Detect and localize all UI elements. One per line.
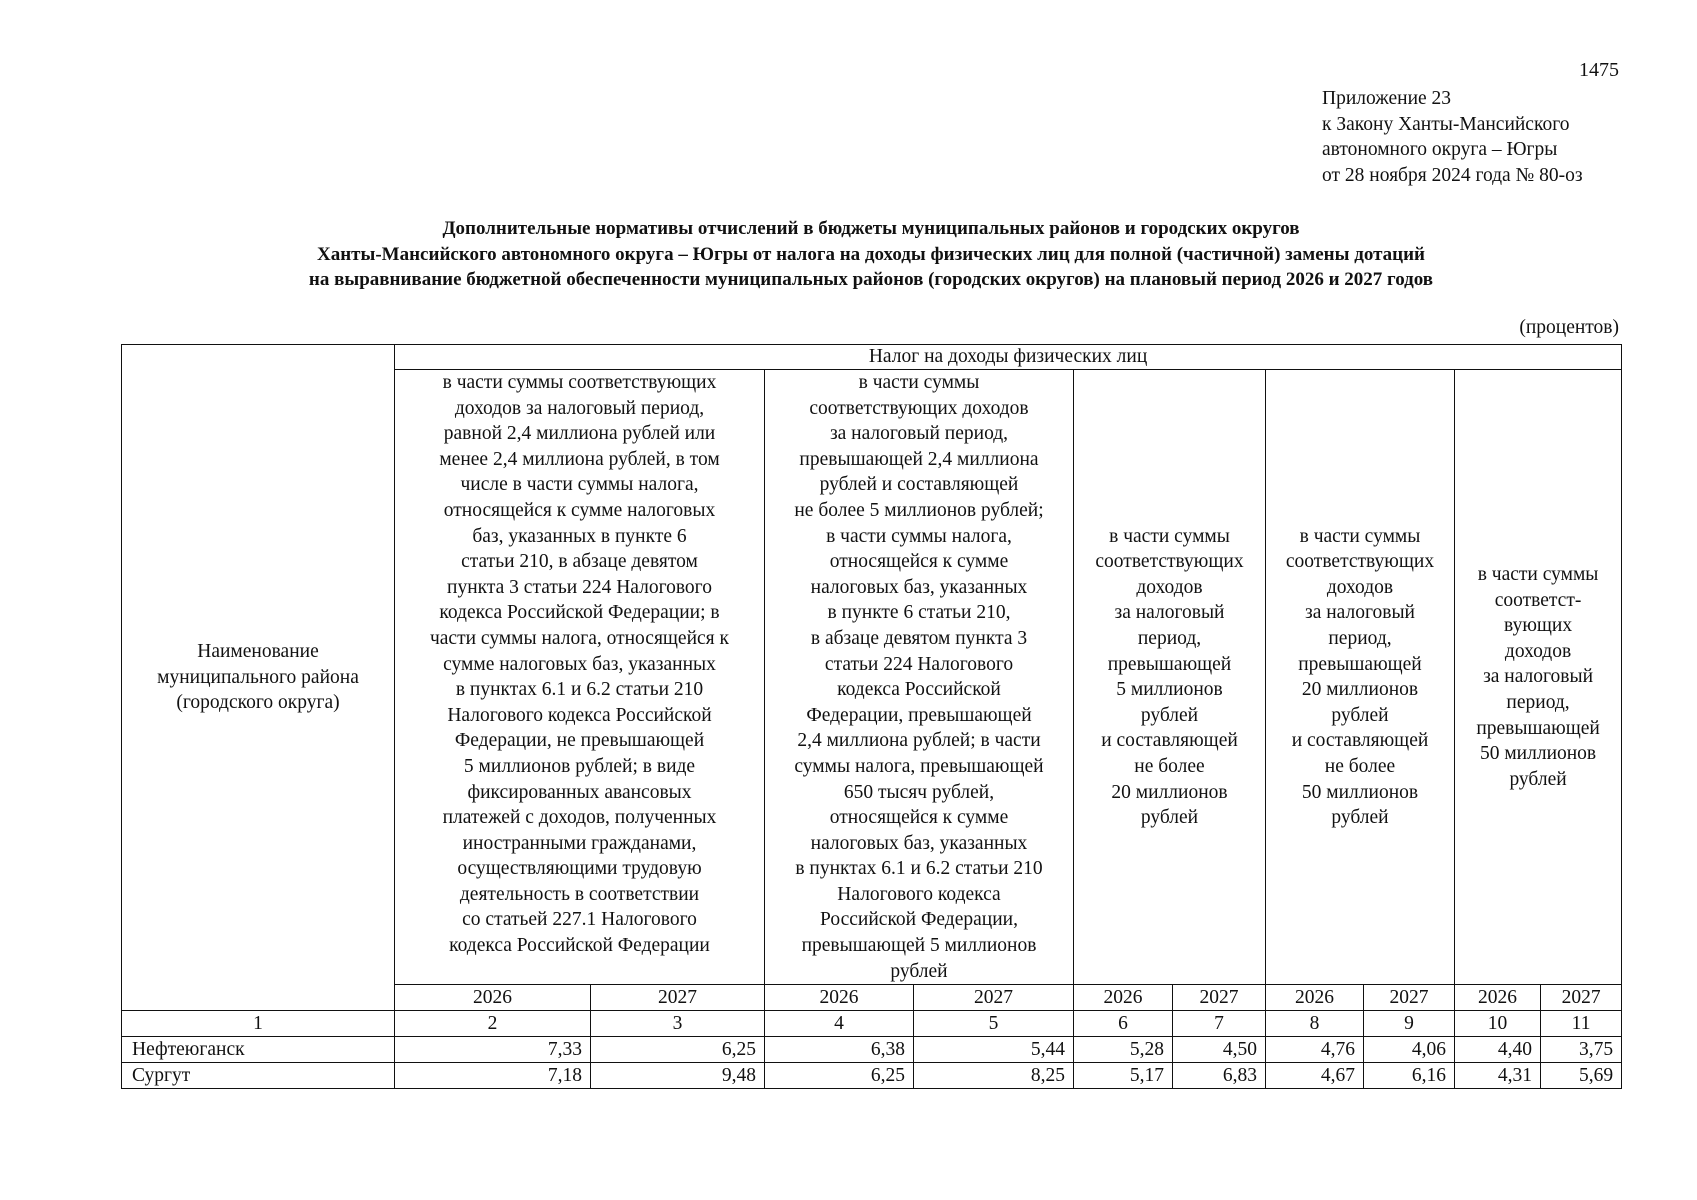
appendix-line: автономного округа – Югры [1322, 139, 1558, 160]
value-cell: 5,17 [1074, 1063, 1173, 1089]
header-line: менее 2,4 миллиона рублей, в том [439, 448, 720, 470]
header-line: не более [1324, 755, 1396, 777]
header-line: пункта 3 статьи 224 Налогового [447, 576, 712, 598]
column-header-5 [1455, 370, 1622, 985]
value-cell: 4,67 [1266, 1063, 1364, 1089]
header-line: доходов [1136, 576, 1203, 598]
year-cell: 2027 [914, 985, 1074, 1011]
header-line: в части суммы соответствующих [442, 372, 717, 393]
header-line: 5 миллионов [1116, 679, 1223, 701]
title-line: на выравнивание бюджетной обеспеченности муниципальных районов (городских округов) на плановый период 2026 и 2027 годов [308, 269, 1434, 290]
header-line: в части суммы [1299, 525, 1421, 547]
title-line: Ханты-Мансийского автономного округа – Югры от налога на доходы физических лиц для полной (частичной) замены дотаций [317, 243, 1425, 265]
value-cell: 7,18 [395, 1063, 591, 1089]
header-line: не более 5 миллионов рублей; [794, 499, 1044, 521]
header-line: в пунктах 6.1 и 6.2 статьи 210 [795, 858, 1043, 880]
header-line: Федерации, не превышающей [454, 730, 705, 752]
municipality-name: Сургут [122, 1063, 395, 1089]
header-line: доходов за налоговый период, [454, 397, 705, 419]
header-line: иностранными гражданами, [462, 832, 697, 854]
value-cell: 6,25 [591, 1037, 765, 1063]
header-line: относящейся к сумме [829, 551, 1009, 573]
header-line: в пунктах 6.1 и 6.2 статьи 210 [455, 679, 704, 701]
header-line: осуществляющими трудовую [457, 858, 702, 880]
header-line: не более [1134, 755, 1205, 777]
header-line: (городского округа) [176, 692, 340, 714]
header-line: части суммы налога, относящейся к [429, 627, 730, 649]
header-line: период, [1328, 627, 1392, 649]
year-cell: 2027 [1173, 985, 1266, 1011]
index-cell: 10 [1455, 1011, 1541, 1037]
column-header-1 [395, 370, 765, 985]
header-line: Налогового кодекса [837, 883, 1001, 905]
header-line: фиксированных авансовых [467, 781, 692, 803]
index-cell: 8 [1266, 1011, 1364, 1037]
header-line: соответствующих [1095, 551, 1244, 573]
index-cell: 7 [1173, 1011, 1266, 1037]
index-cell: 11 [1541, 1011, 1622, 1037]
value-cell: 4,76 [1266, 1037, 1364, 1063]
header-line: Налогового кодекса Российской [447, 704, 712, 726]
header-line: период, [1137, 627, 1202, 649]
index-cell: 2 [395, 1011, 591, 1037]
document-title [0, 216, 1697, 293]
header-line: в части суммы налога, [826, 525, 1012, 547]
header-line: соответст- [1494, 589, 1582, 611]
header-line: за налоговый [1305, 602, 1415, 624]
name-column-header [122, 345, 395, 1011]
header-line: 2,4 миллиона рублей; в части [797, 730, 1041, 752]
header-line: со статьей 227.1 Налогового [462, 909, 697, 931]
header-line: в части суммы [858, 372, 980, 393]
header-line: 50 миллионов [1479, 743, 1597, 765]
year-cell: 2026 [1074, 985, 1173, 1011]
value-cell: 7,33 [395, 1037, 591, 1063]
index-cell: 1 [122, 1011, 395, 1037]
header-line: доходов [1326, 576, 1394, 598]
page-number: 1475 [1579, 59, 1619, 81]
header-line: превышающей [1107, 653, 1232, 675]
header-line: платежей с доходов, полученных [442, 807, 717, 829]
index-cell: 3 [591, 1011, 765, 1037]
year-cell: 2027 [591, 985, 765, 1011]
value-cell: 6,38 [765, 1037, 914, 1063]
header-line: 20 миллионов [1111, 781, 1228, 803]
value-cell: 6,16 [1364, 1063, 1455, 1089]
header-line: за налоговый [1483, 666, 1594, 688]
header-line: деятельность в соответствии [459, 883, 700, 905]
header-line: рублей [1331, 704, 1389, 726]
header-line: рублей и составляющей [819, 474, 1019, 496]
header-line: суммы налога, превышающей [794, 755, 1044, 777]
value-cell: 3,75 [1541, 1037, 1622, 1063]
header-line: сумме налоговых баз, указанных [443, 653, 716, 675]
value-cell: 9,48 [591, 1063, 765, 1089]
header-line: равной 2,4 миллиона рублей или [443, 423, 716, 445]
header-line: период, [1506, 691, 1570, 713]
year-cell: 2026 [1455, 985, 1541, 1011]
header-line: рублей [1140, 704, 1199, 726]
table-row [122, 1037, 1622, 1063]
header-line: муниципального района [157, 666, 359, 688]
header-line: 20 миллионов [1301, 679, 1419, 701]
tax-group-header: Налог на доходы физических лиц [395, 345, 1622, 370]
header-line: относящейся к сумме [829, 807, 1009, 829]
header-line: Наименование [197, 641, 319, 663]
title-line: Дополнительные нормативы отчислений в бюджеты муниципальных районов и городских округов [442, 218, 1300, 239]
appendix-reference [1322, 86, 1583, 188]
year-cell: 2027 [1364, 985, 1455, 1011]
year-cell: 2026 [1266, 985, 1364, 1011]
value-cell: 6,25 [765, 1063, 914, 1089]
header-line: соответствующих [1285, 551, 1435, 573]
header-line: за налоговый [1114, 602, 1225, 624]
value-cell: 5,69 [1541, 1063, 1622, 1089]
header-line: числе в части суммы налога, [460, 474, 699, 496]
value-cell: 4,06 [1364, 1037, 1455, 1063]
header-line: вующих [1504, 615, 1573, 637]
header-line: рублей [890, 960, 948, 982]
header-line: в части суммы [1477, 563, 1599, 585]
appendix-line: к Закону Ханты-Мансийского [1322, 113, 1570, 135]
year-cell: 2026 [765, 985, 914, 1011]
header-line: и составляющей [1291, 730, 1429, 752]
header-line: в пункте 6 статьи 210, [827, 602, 1011, 624]
table-row [122, 1063, 1622, 1089]
index-cell: 6 [1074, 1011, 1173, 1037]
header-line: 650 тысяч рублей, [843, 781, 995, 803]
value-cell: 4,40 [1455, 1037, 1541, 1063]
header-line: налоговых баз, указанных [810, 832, 1028, 854]
header-line: рублей [1140, 807, 1199, 829]
header-line: Российской Федерации, [820, 909, 1018, 931]
value-cell: 5,44 [914, 1037, 1074, 1063]
header-line: в части суммы [1109, 525, 1230, 547]
year-cell: 2026 [395, 985, 591, 1011]
column-header-4 [1266, 370, 1455, 985]
header-line: рублей [1509, 768, 1567, 790]
header-line: превышающей [1298, 653, 1422, 675]
header-line: Федерации, превышающей [806, 704, 1032, 726]
norms-table [121, 344, 1622, 1089]
value-cell: 5,28 [1074, 1037, 1173, 1063]
header-line: превышающей [1476, 717, 1600, 739]
index-cell: 9 [1364, 1011, 1455, 1037]
column-header-2 [765, 370, 1074, 985]
year-cell: 2027 [1541, 985, 1622, 1011]
header-line: кодекса Российской Федерации; в [439, 602, 720, 624]
header-line: в абзаце девятом пункта 3 [810, 627, 1028, 649]
header-line: доходов [1504, 640, 1572, 662]
units-note: (процентов) [1519, 317, 1619, 338]
header-line: за налоговый период, [829, 423, 1009, 445]
index-cell: 5 [914, 1011, 1074, 1037]
column-index-row [122, 1011, 1622, 1037]
header-line: 5 миллионов рублей; в виде [463, 755, 696, 777]
header-line: кодекса Российской Федерации [449, 935, 710, 957]
index-cell: 4 [765, 1011, 914, 1037]
header-line: статьи 224 Налогового [824, 653, 1014, 675]
value-cell: 4,31 [1455, 1063, 1541, 1089]
header-line: соответствующих доходов [809, 397, 1029, 419]
header-line: статьи 210, в абзаце девятом [461, 551, 698, 573]
column-header-3 [1074, 370, 1266, 985]
header-line: баз, указанных в пункте 6 [472, 525, 687, 547]
header-line: превышающей 5 миллионов [801, 935, 1037, 957]
value-cell: 4,50 [1173, 1037, 1266, 1063]
value-cell: 8,25 [914, 1063, 1074, 1089]
appendix-line: Приложение 23 [1322, 88, 1452, 109]
header-line: превышающей 2,4 миллиона [799, 448, 1039, 470]
header-line: налоговых баз, указанных [810, 576, 1028, 598]
municipality-name: Нефтеюганск [122, 1037, 395, 1063]
header-line: и составляющей [1101, 730, 1238, 752]
header-line: рублей [1331, 807, 1389, 829]
header-line: относящейся к сумме налоговых [443, 499, 716, 521]
header-line: кодекса Российской [837, 679, 1001, 701]
header-line: 50 миллионов [1301, 781, 1419, 803]
value-cell: 6,83 [1173, 1063, 1266, 1089]
appendix-line: от 28 ноября 2024 года № 80-оз [1322, 164, 1583, 186]
